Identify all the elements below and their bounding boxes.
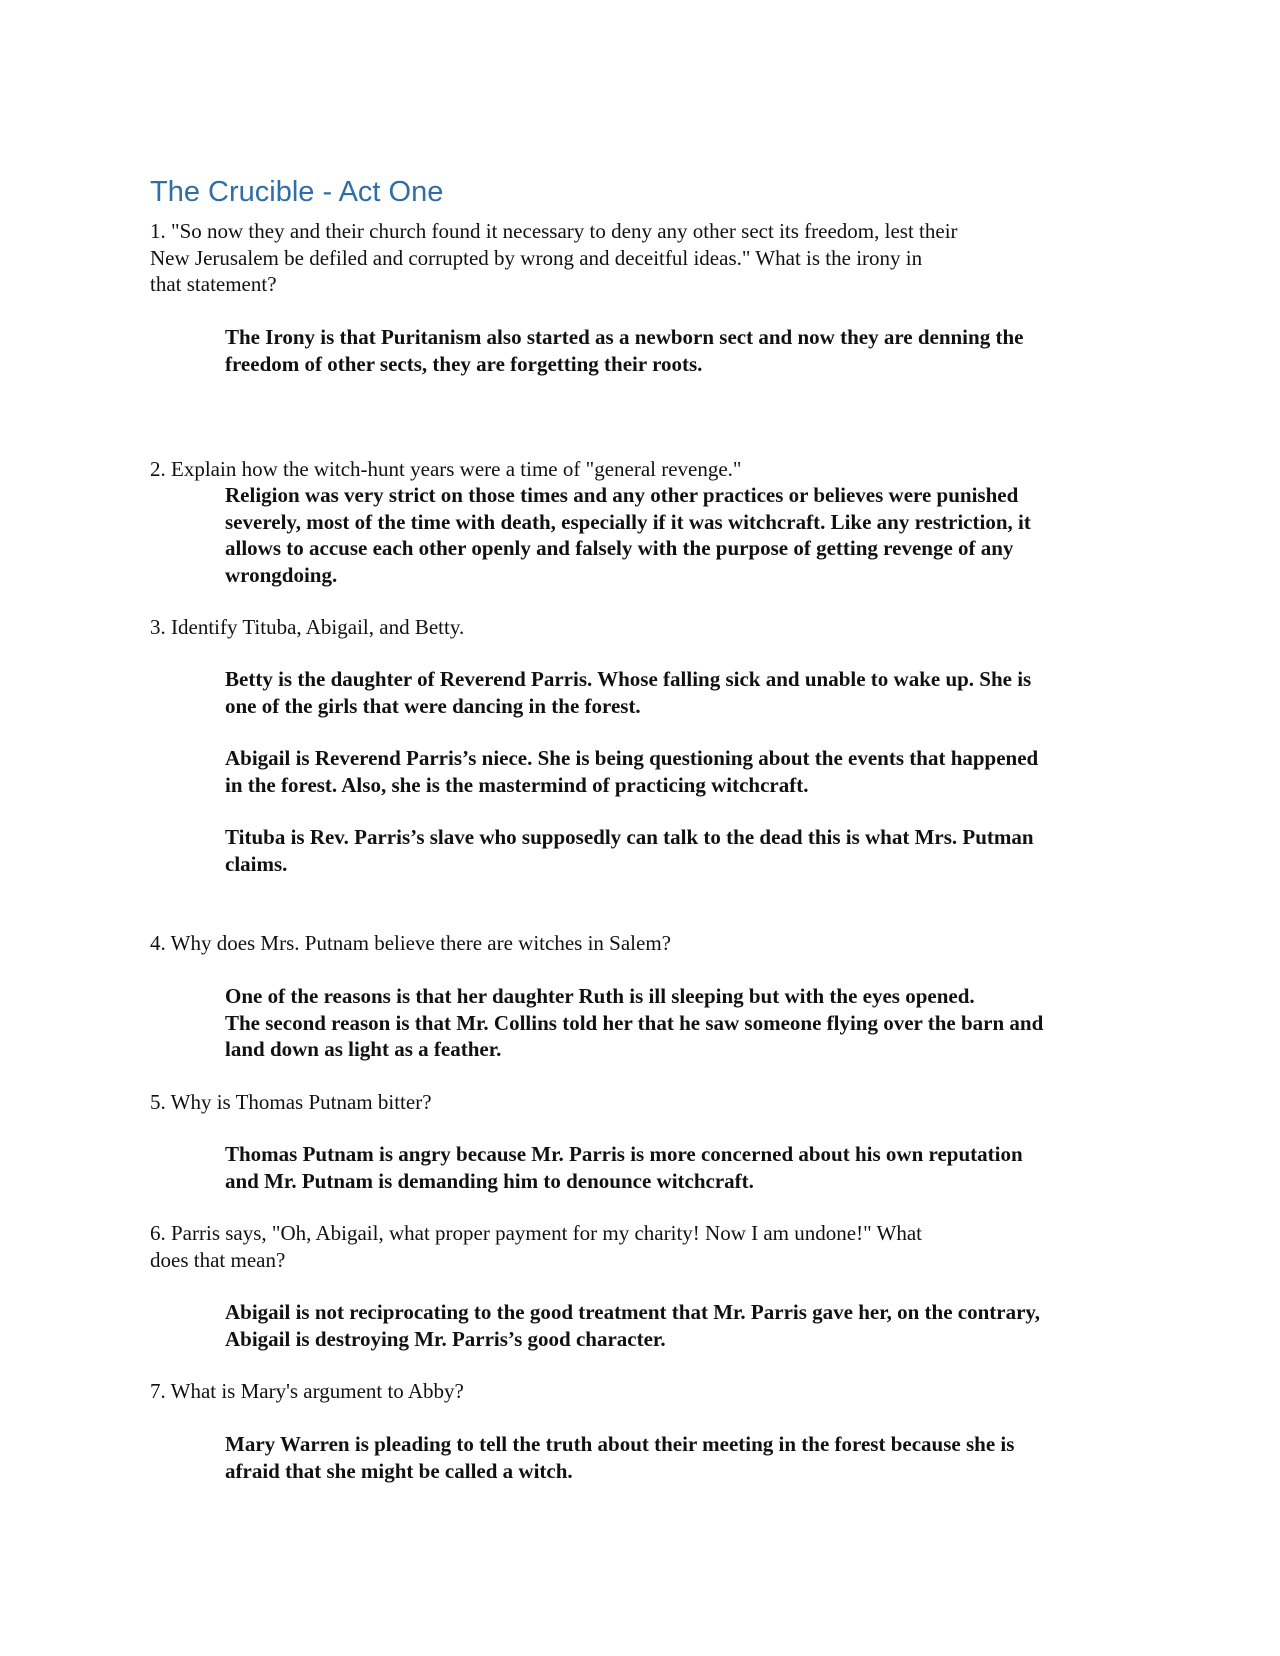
answer-line: severely, most of the time with death, especially if it was witchcraft. Like any restriction, it [225, 509, 1031, 534]
question-line: New Jerusalem be defiled and corrupted by wrong and deceitful ideas." What is the irony in [150, 245, 923, 270]
answer-line: one of the girls that were dancing in the forest. [225, 693, 641, 718]
question-6 [150, 1220, 922, 1273]
document-title: The Crucible - Act One [150, 176, 444, 208]
question-2 [150, 456, 742, 483]
question-5 [150, 1089, 432, 1116]
answer-3-tituba [225, 824, 1034, 877]
question-3 [150, 614, 464, 641]
question-line: 2. Explain how the witch-hunt years were a time of "general revenge." [150, 457, 742, 481]
answer-6 [225, 1299, 1040, 1352]
answer-line: Tituba is Rev. Parris’s slave who supposedly can talk to the dead this is what Mrs. Putman [225, 825, 1034, 849]
question-line: 1. "So now they and their church found it necessary to deny any other sect its freedom, lest their [150, 219, 958, 243]
answer-line: The second reason is that Mr. Collins told her that he saw someone flying over the barn and [225, 1010, 1044, 1035]
answer-line: Mary Warren is pleading to tell the truth about their meeting in the forest because she is [225, 1432, 1015, 1456]
answer-line: The Irony is that Puritanism also started as a newborn sect and now they are denning the [225, 325, 1024, 349]
answer-7 [225, 1431, 1014, 1484]
answer-line: claims. [225, 851, 288, 876]
question-4 [150, 930, 671, 957]
answer-line: land down as light as a feather. [225, 1037, 502, 1061]
answer-line: One of the reasons is that her daughter Ruth is ill sleeping but with the eyes opened. [225, 984, 975, 1008]
answer-3-abigail [225, 745, 1038, 798]
answer-3-betty [225, 666, 1031, 719]
answer-line: wrongdoing. [225, 562, 338, 587]
question-line: 6. Parris says, "Oh, Abigail, what proper payment for my charity! Now I am undone!" What [150, 1221, 922, 1245]
question-line: that statement? [150, 272, 277, 296]
answer-line: allows to accuse each other openly and falsely with the purpose of getting revenge of any [225, 536, 1014, 560]
question-line: does that mean? [150, 1247, 286, 1272]
answer-line: Religion was very strict on those times and any other practices or believes were punished [225, 483, 1019, 507]
answer-4 [225, 983, 1043, 1063]
answer-2 [225, 482, 1031, 588]
answer-line: afraid that she might be called a witch. [225, 1458, 573, 1483]
question-line: 7. What is Mary's argument to Abby? [150, 1379, 464, 1403]
question-line: 4. Why does Mrs. Putnam believe there are witches in Salem? [150, 931, 671, 955]
answer-line: Abigail is destroying Mr. Parris’s good character. [225, 1326, 666, 1351]
answer-5 [225, 1141, 1023, 1194]
question-line: 3. Identify Tituba, Abigail, and Betty. [150, 615, 465, 639]
answer-line: Abigail is not reciprocating to the good treatment that Mr. Parris gave her, on the contrary, [225, 1300, 1041, 1324]
answer-1 [225, 324, 1023, 377]
question-line: 5. Why is Thomas Putnam bitter? [150, 1090, 432, 1114]
answer-line: freedom of other sects, they are forgetting their roots. [225, 351, 703, 376]
question-7 [150, 1378, 464, 1405]
question-1 [150, 218, 958, 298]
answer-line: in the forest. Also, she is the mastermind of practicing witchcraft. [225, 772, 809, 797]
answer-line: Thomas Putnam is angry because Mr. Parris is more concerned about his own reputation [225, 1142, 1023, 1166]
answer-line: and Mr. Putnam is demanding him to denounce witchcraft. [225, 1168, 754, 1193]
answer-line: Betty is the daughter of Reverend Parris. Whose falling sick and unable to wake up. She is [225, 667, 1032, 691]
answer-line: Abigail is Reverend Parris’s niece. She is being questioning about the events that happened [225, 746, 1039, 770]
